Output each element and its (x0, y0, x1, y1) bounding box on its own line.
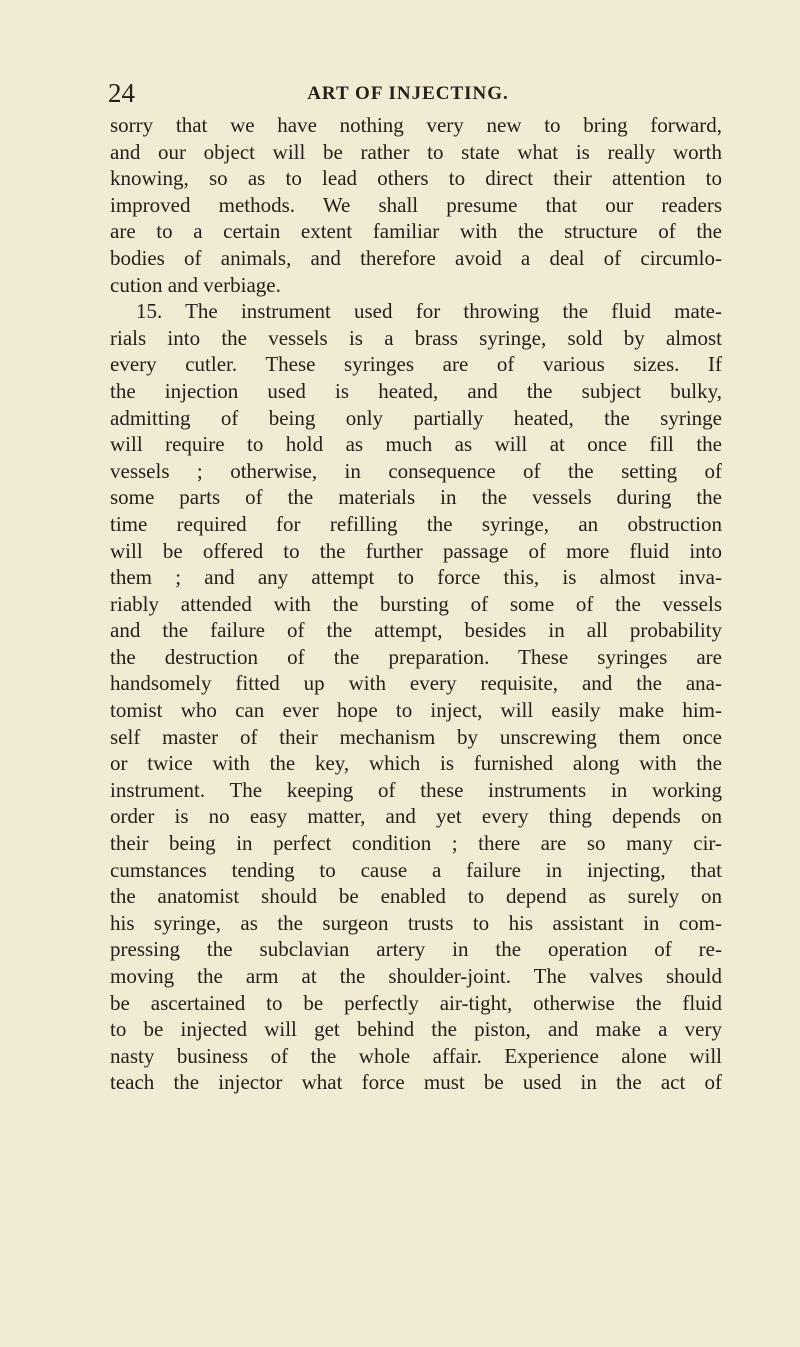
text-line: teach the injector what force must be used in the act of (110, 1070, 722, 1095)
text-line: vessels ; otherwise, in consequence of the setting of (110, 458, 722, 483)
text-line: handsomely fitted up with every requisite, and the ana- (110, 671, 722, 696)
text-line: nasty business of the whole affair. Experience alone will (110, 1043, 722, 1068)
text-line: the destruction of the preparation. These syringes are (110, 644, 722, 669)
text-line: their being in perfect condition ; there are so many cir- (110, 831, 722, 856)
text-line: bodies of animals, and therefore avoid a deal of circumlo- (110, 245, 722, 270)
text-line: cution and verbiage. (110, 272, 281, 297)
text-line: cumstances tending to cause a failure in injecting, that (110, 857, 722, 882)
text-line: to be injected will get behind the piston, and make a very (110, 1017, 722, 1042)
text-line: order is no easy matter, and yet every thing depends on (110, 804, 722, 829)
running-head: ART OF INJECTING. (307, 83, 509, 104)
text-line: every cutler. These syringes are of various sizes. If (110, 352, 722, 377)
text-line: sorry that we have nothing very new to bring forward, (110, 113, 722, 137)
text-line: knowing, so as to lead others to direct their attention to (110, 166, 722, 191)
text-line: instrument. The keeping of these instruments in working (110, 777, 722, 802)
text-line: time required for refilling the syringe, an obstruction (110, 511, 722, 536)
text-line: moving the arm at the shoulder-joint. The valves should (110, 964, 722, 988)
text-line: admitting of being only partially heated, the syringe (110, 405, 722, 430)
page-header (108, 78, 708, 108)
text-line: will be offered to the further passage of more fluid into (110, 538, 722, 563)
text-line: or twice with the key, which is furnished along with the (110, 751, 722, 776)
text-line: and the failure of the attempt, besides in all probability (110, 618, 722, 643)
text-line: riably attended with the bursting of some of the vessels (110, 591, 722, 616)
text-line: are to a certain extent familiar with the structure of the (110, 219, 722, 244)
text-line: his syringe, as the surgeon trusts to his assistant in com- (110, 910, 722, 935)
text-line: 15. The instrument used for throwing the fluid mate- (136, 299, 722, 324)
body-text (110, 112, 722, 1096)
text-line: them ; and any attempt to force this, is almost inva- (110, 565, 722, 590)
text-line: the anatomist should be enabled to depend as surely on (110, 884, 722, 909)
text-line: and our object will be rather to state what is really worth (110, 139, 722, 164)
page-number: 24 (108, 78, 135, 108)
text-line: some parts of the materials in the vessels during the (110, 485, 722, 510)
text-line: improved methods. We shall presume that our readers (110, 192, 722, 217)
text-line: rials into the vessels is a brass syringe, sold by almost (110, 325, 722, 350)
text-line: pressing the subclavian artery in the operation of re- (110, 937, 722, 962)
text-line: self master of their mechanism by unscrewing them once (110, 724, 722, 749)
text-line: the injection used is heated, and the subject bulky, (110, 378, 722, 403)
text-line: tomist who can ever hope to inject, will easily make him- (110, 698, 722, 723)
text-line: be ascertained to be perfectly air-tight, otherwise the fluid (110, 990, 722, 1015)
text-line: will require to hold as much as will at once fill the (110, 432, 722, 457)
